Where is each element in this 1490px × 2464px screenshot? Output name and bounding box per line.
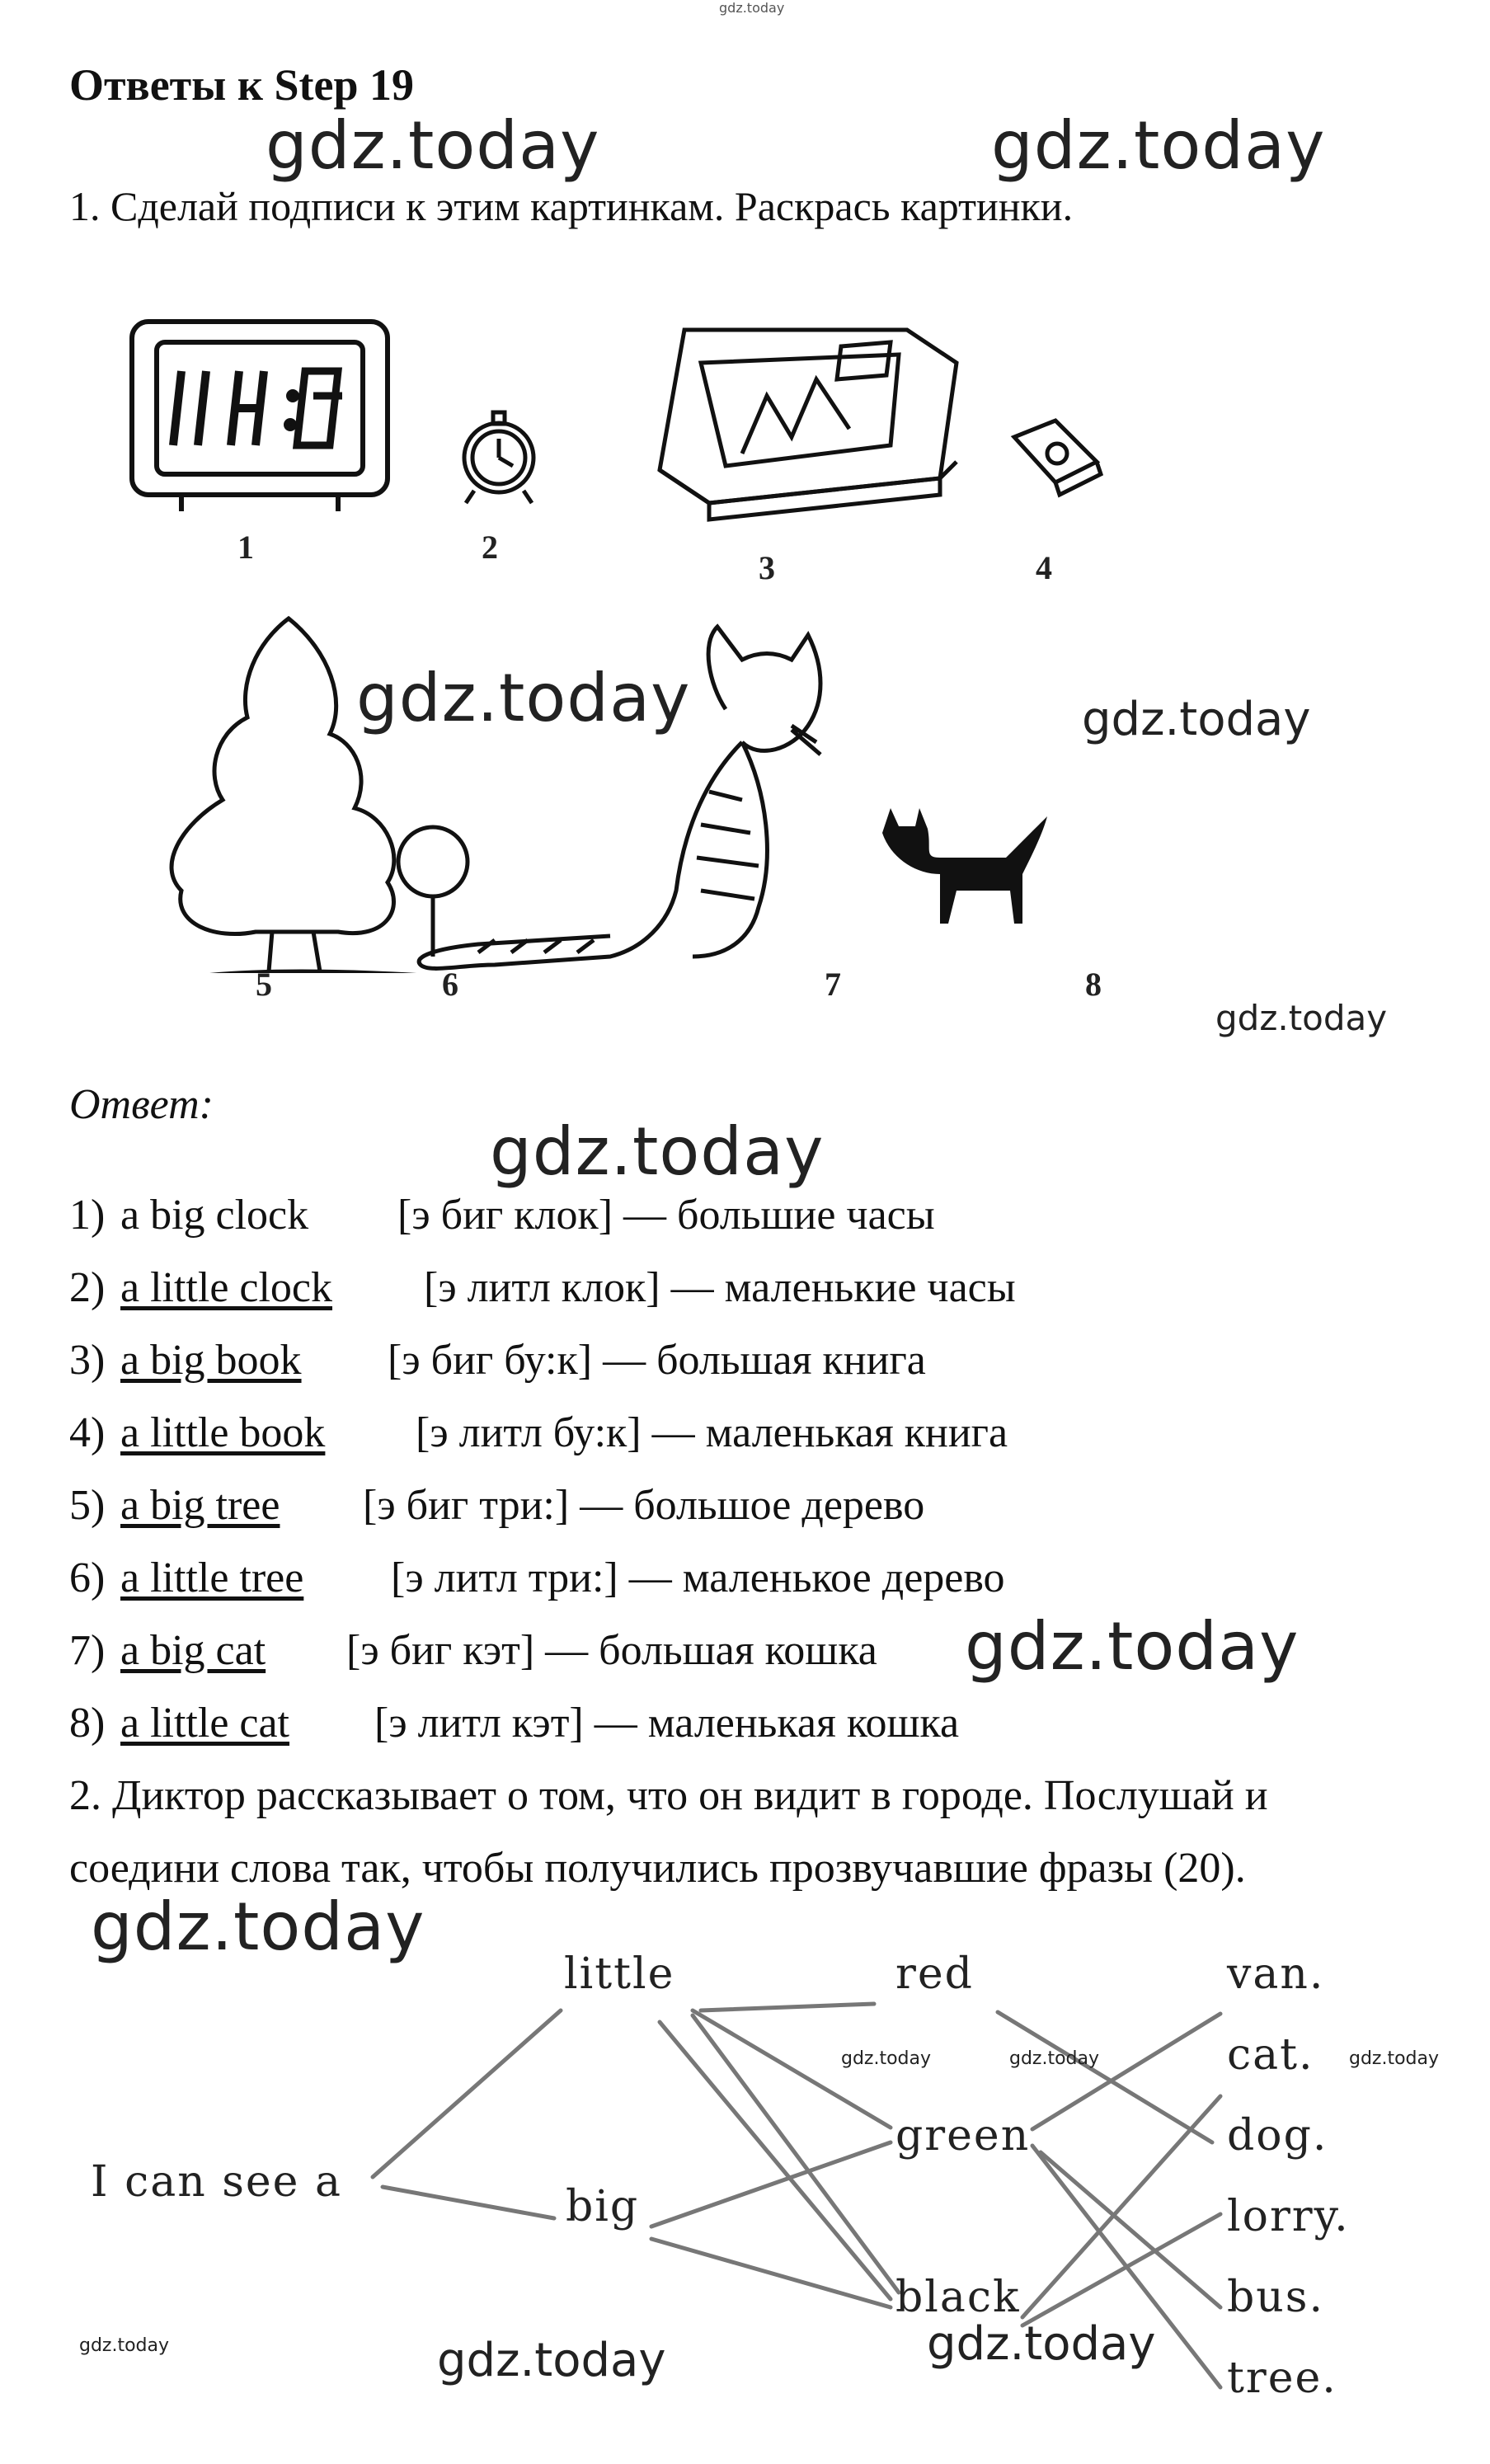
matching-noun-word[interactable]: lorry.	[1227, 2192, 1350, 2241]
task2-line-2: соедини слова так, чтобы получились прозвучавшие фразы (20).	[69, 1845, 1246, 1892]
answer-row	[69, 1179, 1389, 1252]
answer-row	[69, 1252, 1389, 1324]
watermark: gdz.today	[437, 2334, 666, 2387]
answer-number: 1)	[69, 1192, 106, 1239]
answer-number: 6)	[69, 1554, 106, 1601]
watermark: gdz.today	[266, 107, 600, 184]
task2-line-1: 2. Диктор рассказывает о том, что он видит в городе. Послушай и	[69, 1772, 1268, 1819]
answer-heading: Ответ:	[69, 1081, 214, 1128]
answer-number: 2)	[69, 1264, 106, 1311]
answer-translation: [э литл три:] — маленькое дерево	[391, 1554, 1005, 1601]
little-book-illustration	[1014, 421, 1101, 495]
watermark: gdz.today	[991, 107, 1326, 184]
answer-number: 5)	[69, 1482, 106, 1529]
answer-translation: [э биг кэт] — большая кошка	[346, 1627, 877, 1674]
answer-translation: [э литл кэт] — маленькая кошка	[374, 1700, 960, 1747]
watermark: gdz.today	[91, 1888, 425, 1965]
figure-label-6: 6	[442, 966, 458, 1003]
small-clock-illustration	[464, 412, 533, 503]
matching-noun-word[interactable]: tree.	[1227, 2353, 1337, 2403]
answer-number: 8)	[69, 1700, 106, 1747]
figure-label-5: 5	[256, 966, 272, 1003]
answer-row	[69, 1687, 1389, 1760]
watermark: gdz.today	[79, 2335, 170, 2356]
little-tree-illustration	[398, 827, 468, 957]
answer-number: 4)	[69, 1409, 106, 1456]
watermark: gdz.today	[490, 1113, 825, 1190]
watermark: gdz.today	[1349, 2048, 1440, 2069]
answer-translation: [э биг клок] — большие часы	[397, 1192, 935, 1239]
figure-label-4: 4	[1036, 549, 1052, 586]
matching-noun-word[interactable]: cat.	[1227, 2030, 1314, 2080]
big-clock-illustration	[132, 322, 388, 511]
answer-english: a little cat	[120, 1700, 290, 1747]
matching-noun-word[interactable]: bus.	[1227, 2273, 1324, 2322]
matching-size-word[interactable]: big	[566, 2182, 640, 2231]
big-book-illustration	[660, 330, 957, 520]
watermark: gdz.today	[841, 2048, 932, 2069]
figure-label-3: 3	[759, 549, 775, 586]
little-cat-illustration[interactable]	[882, 808, 1047, 924]
task1-text: 1. Сделай подписи к этим картинкам. Раскрась картинки.	[69, 183, 1074, 229]
answer-translation: [э биг три:] — большое дерево	[363, 1482, 925, 1529]
answer-number: 7)	[69, 1627, 106, 1674]
answer-translation: [э биг бу:к] — большая книга	[388, 1337, 926, 1384]
figure-label-2: 2	[482, 529, 498, 566]
matching-color-word[interactable]: green	[895, 2111, 1031, 2161]
page-title: Ответы к Step 19	[69, 60, 414, 110]
watermark: gdz.today	[927, 2317, 1156, 2371]
answer-row	[69, 1324, 1389, 1397]
answer-translation: [э литл бу:к] — маленькая книга	[416, 1409, 1008, 1456]
watermark-top: gdz.today	[719, 0, 785, 16]
answer-number: 3)	[69, 1337, 106, 1384]
watermark: gdz.today	[965, 1608, 1300, 1685]
matching-noun-word[interactable]: dog.	[1227, 2111, 1328, 2161]
answer-english: a big cat	[120, 1627, 266, 1674]
answer-english: a big book	[120, 1337, 302, 1384]
watermark: gdz.today	[1082, 693, 1311, 746]
figure-label-1: 1	[237, 529, 254, 566]
matching-color-word[interactable]: red	[895, 1949, 974, 1999]
figure-label-7: 7	[825, 966, 841, 1003]
answer-row	[69, 1542, 1389, 1615]
watermark: gdz.today	[356, 660, 691, 736]
figure-row-1	[115, 297, 1187, 610]
matching-noun-word[interactable]: van.	[1227, 1949, 1325, 1999]
answer-translation: [э литл клок] — маленькие часы	[424, 1264, 1016, 1311]
answer-row	[69, 1469, 1389, 1542]
answer-english: a little tree	[120, 1554, 304, 1601]
answer-english: a big clock	[120, 1192, 309, 1239]
matching-start-phrase: I can see a	[91, 2157, 342, 2207]
answer-row	[69, 1397, 1389, 1469]
matching-size-word[interactable]: little	[564, 1949, 675, 1999]
figure-label-8: 8	[1085, 966, 1102, 1003]
watermark: gdz.today	[1215, 998, 1388, 1038]
answer-english: a big tree	[120, 1482, 280, 1529]
answer-english: a little book	[120, 1409, 326, 1456]
watermark: gdz.today	[1009, 2048, 1100, 2069]
answer-english: a little clock	[120, 1264, 333, 1311]
matching-color-word[interactable]: black	[895, 2273, 1021, 2322]
